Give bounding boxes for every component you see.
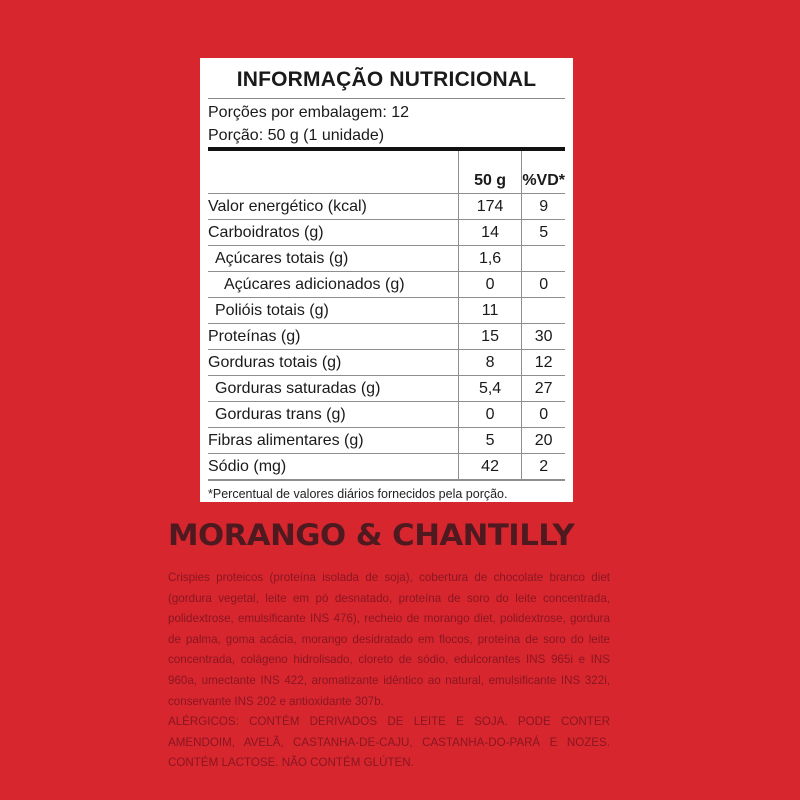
table-row [208, 298, 565, 324]
header-quantity: 50 g [458, 151, 521, 194]
nutrient-qty: 14 [458, 220, 521, 246]
daily-value-footnote: *Percentual de valores diários fornecidos pela porção. [208, 487, 508, 501]
nutrient-qty: 174 [458, 194, 521, 220]
serving-size: Porção: 50 g (1 unidade) [208, 127, 385, 144]
nutrient-name: Valor energético (kcal) [208, 194, 458, 220]
nutrient-vd: 0 [522, 272, 565, 298]
nutrient-vd: 12 [522, 350, 565, 376]
ingredients-text: Crispies proteicos (proteína isolada de soja), cobertura de chocolate branco diet (gordura vegetal, leite em pó desnatado, proteína de soro do leite concentrada, polidextrose, emulsificante INS 476), recheio de morango diet, polidextrose, gordura de palma, goma acácia, morango desidratado em flocos, proteína de soro do leite concentrada, colágeno hidrolisado, cloreto de sódio, edulcorantes INS 965i e INS 960a, umectante INS 422, aromatizante idêntico ao natural, emulsificante INS 322i, conservante INS 202 e antioxidante 307b. [168, 571, 610, 708]
nutrient-vd: 30 [522, 324, 565, 350]
header-daily-value: %VD* [522, 151, 565, 194]
nutrient-vd: 20 [522, 428, 565, 454]
nutrient-qty: 0 [458, 402, 521, 428]
table-row [208, 350, 565, 376]
nutrient-name: Gorduras totais (g) [208, 350, 458, 376]
table-row [208, 376, 565, 402]
nutrient-qty: 0 [458, 272, 521, 298]
nutrient-vd: 2 [522, 454, 565, 481]
table-row [208, 272, 565, 298]
table-row [208, 246, 565, 272]
table-row [208, 194, 565, 220]
nutrient-vd [522, 246, 565, 272]
nutrient-qty: 1,6 [458, 246, 521, 272]
nutrition-table [208, 151, 565, 481]
nutrient-name: Gorduras trans (g) [208, 402, 458, 428]
nutrient-name: Açúcares adicionados (g) [208, 272, 458, 298]
nutrient-name: Fibras alimentares (g) [208, 428, 458, 454]
nutrient-name: Proteínas (g) [208, 324, 458, 350]
nutrient-name: Carboidratos (g) [208, 220, 458, 246]
serving-info [208, 99, 565, 151]
nutrient-vd: 9 [522, 194, 565, 220]
table-header-row [208, 151, 565, 194]
table-row [208, 324, 565, 350]
nutrient-vd: 0 [522, 402, 565, 428]
allergens-text: ALÉRGICOS: CONTÉM DERIVADOS DE LEITE E SOJA. PODE CONTER AMENDOIM, AVELÃ, CASTANHA-DE-CAJU, CASTANHA-DO-PARÁ E NOZES. CONTÉM LACTOSE. NÃO CONTÉM GLÚTEN. [168, 715, 610, 770]
nutrient-vd: 5 [522, 220, 565, 246]
nutrient-qty: 5,4 [458, 376, 521, 402]
nutrient-name: Sódio (mg) [208, 454, 458, 481]
nutrient-qty: 8 [458, 350, 521, 376]
nutrition-title: INFORMAÇÃO NUTRICIONAL [208, 58, 565, 99]
table-row [208, 454, 565, 481]
table-row [208, 428, 565, 454]
servings-per-package: Porções por embalagem: 12 [208, 104, 409, 121]
flavor-title: MORANGO & CHANTILLY [168, 518, 575, 552]
nutrient-qty: 5 [458, 428, 521, 454]
ingredients-block [168, 568, 610, 774]
nutrition-facts-panel [200, 58, 573, 502]
header-name [208, 151, 458, 194]
nutrient-qty: 42 [458, 454, 521, 481]
nutrient-name: Gorduras saturadas (g) [208, 376, 458, 402]
nutrient-name: Açúcares totais (g) [208, 246, 458, 272]
nutrient-vd: 27 [522, 376, 565, 402]
nutrient-qty: 11 [458, 298, 521, 324]
table-row [208, 220, 565, 246]
nutrient-name: Polióis totais (g) [208, 298, 458, 324]
nutrient-qty: 15 [458, 324, 521, 350]
table-row [208, 402, 565, 428]
nutrient-vd [522, 298, 565, 324]
